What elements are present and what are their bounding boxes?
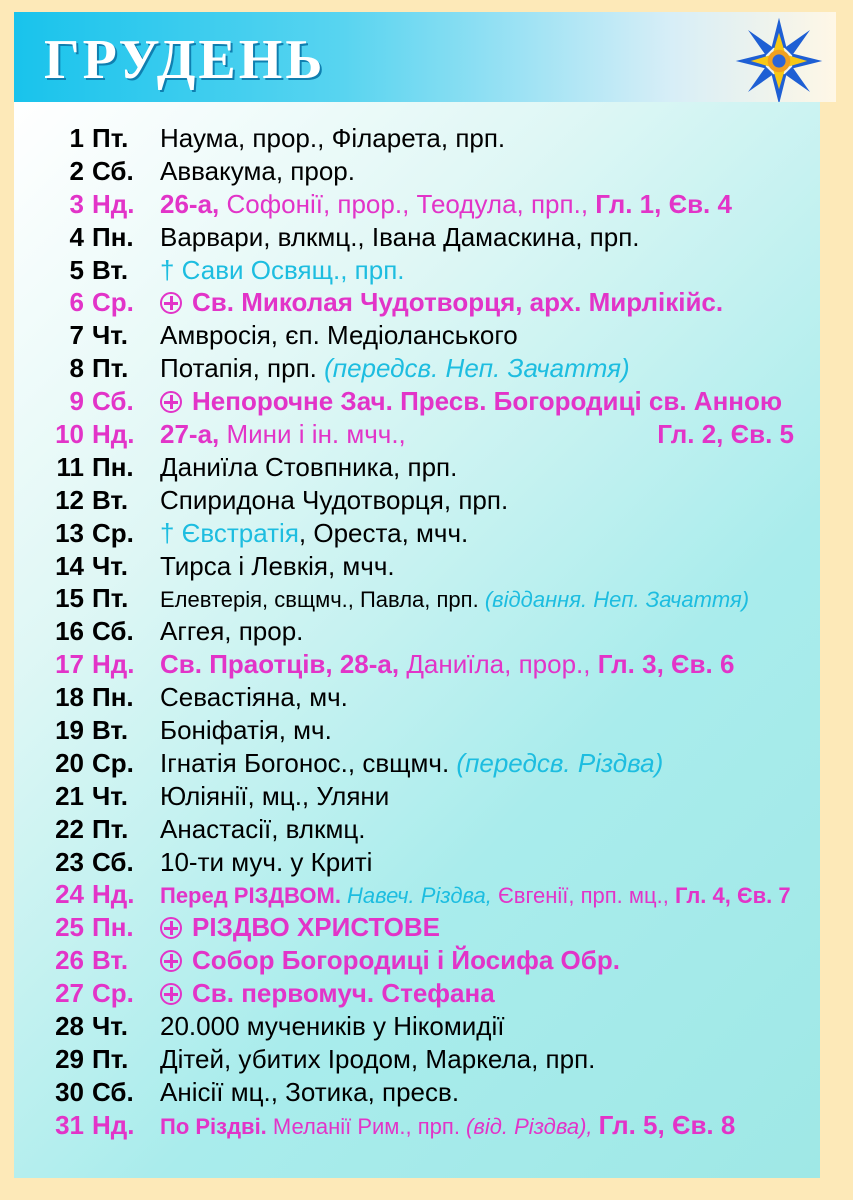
- day-number: 9: [69, 386, 84, 417]
- description-segment: 10-ти муч. у Криті: [160, 846, 373, 877]
- day-description: [160, 977, 800, 1010]
- description-segment: Анастасії, влкмц.: [160, 813, 366, 844]
- day-row: [14, 1043, 820, 1076]
- description-segment: † Євстратія: [160, 517, 299, 548]
- description-segment: Ігнатія Богонос., свщмч.: [160, 747, 457, 778]
- day-row: [14, 286, 820, 319]
- day-row: [14, 977, 820, 1010]
- description-segment: Даниїла Стовпника, прп.: [160, 451, 458, 482]
- day-number: 19: [55, 715, 84, 746]
- day-number: 15: [55, 583, 84, 614]
- day-description: [160, 681, 800, 714]
- day-row: [14, 550, 820, 583]
- day-of-week: Сб.: [92, 846, 134, 877]
- day-description: [160, 155, 800, 188]
- day-number: 12: [55, 484, 84, 515]
- day-description: [160, 517, 800, 550]
- day-row: [14, 582, 820, 615]
- day-row: [14, 780, 820, 813]
- day-description: [160, 1043, 800, 1076]
- description-segment: Севастіяна, мч.: [160, 682, 348, 713]
- day-row: [14, 385, 820, 418]
- day-of-week: Сб.: [92, 1076, 134, 1107]
- day-number: 21: [55, 780, 84, 811]
- day-description: [160, 319, 800, 352]
- day-row: [14, 451, 820, 484]
- day-row: [14, 188, 820, 221]
- description-segment: Елевтерія, свщмч., Павла, прп.: [160, 587, 485, 613]
- day-description: [160, 813, 800, 846]
- description-segment: Спиридона Чудотворця, прп.: [160, 484, 509, 515]
- description-segment: (передсв. Різдва): [456, 747, 664, 778]
- description-segment: (віддання. Неп. Зачаття): [484, 587, 750, 613]
- day-of-week: Пт.: [92, 123, 129, 153]
- day-description: [160, 1010, 800, 1043]
- description-segment: 27-а,: [160, 419, 227, 450]
- day-of-week: Сб.: [92, 616, 134, 647]
- cross-circle-icon: [160, 983, 182, 1005]
- day-description: [160, 582, 800, 617]
- day-number: 13: [55, 517, 84, 548]
- day-of-week: Сб.: [92, 386, 134, 417]
- day-of-week: Вт.: [92, 945, 129, 976]
- day-row: [14, 648, 820, 681]
- description-segment: Св. Миколая Чудотворця, арх. Мирлікійс.: [192, 287, 724, 318]
- cross-circle-icon: [160, 391, 182, 413]
- description-segment: Даниїла, прор.,: [406, 649, 598, 680]
- description-segment: Анісії мц., Зотика, пресв.: [160, 1076, 460, 1107]
- day-of-week: Ср.: [92, 287, 134, 318]
- day-of-week: Пт.: [92, 583, 129, 614]
- description-segment: , Ореста, мчч.: [298, 517, 469, 548]
- day-of-week: Пн.: [92, 221, 134, 252]
- day-of-week: Нд.: [92, 879, 135, 910]
- day-number: 14: [55, 550, 84, 581]
- day-of-week: Нд.: [92, 419, 135, 450]
- description-segment: Гл. 3, Єв. 6: [597, 649, 735, 680]
- day-number: 22: [55, 813, 84, 844]
- day-description: [160, 188, 800, 221]
- day-number: 5: [69, 254, 84, 285]
- day-number: 30: [55, 1076, 84, 1107]
- day-row: [14, 155, 820, 188]
- day-of-week: Пт.: [92, 813, 129, 844]
- day-row: [14, 484, 820, 517]
- day-number: 8: [69, 353, 84, 384]
- day-row: [14, 221, 820, 254]
- day-description: [160, 385, 800, 418]
- day-row: [14, 352, 820, 385]
- description-segment: Аггея, прор.: [160, 616, 304, 647]
- day-of-week: Вт.: [92, 254, 129, 285]
- day-row: [14, 944, 820, 977]
- day-of-week: Вт.: [92, 715, 129, 746]
- description-segment: Св. первомуч. Стефана: [192, 978, 495, 1009]
- day-of-week: Сб.: [92, 155, 134, 186]
- description-segment: Софонії, прор., Теодула, прп.,: [226, 188, 596, 219]
- day-number: 3: [69, 188, 84, 219]
- day-list: [14, 122, 820, 1142]
- day-of-week: Чт.: [92, 1011, 128, 1042]
- month-title: ГРУДЕНЬ: [44, 29, 326, 91]
- day-number: 27: [55, 978, 84, 1009]
- day-of-week: Нд.: [92, 188, 135, 219]
- day-of-week: Пт.: [92, 1043, 129, 1074]
- day-description: [160, 944, 800, 977]
- day-number: 10: [55, 419, 84, 450]
- description-segment: Потапія, прп.: [160, 353, 325, 384]
- description-segment: Св. Праотців, 28-а,: [160, 649, 407, 680]
- day-description: [160, 878, 800, 913]
- description-segment: (передсв. Неп. Зачаття): [324, 353, 630, 384]
- flower-icon: [732, 14, 826, 108]
- description-segment: Собор Богородиці і Йосифа Обр.: [192, 945, 620, 976]
- day-description: [160, 714, 800, 747]
- day-description: [160, 846, 800, 879]
- day-number: 20: [55, 747, 84, 778]
- day-number: 11: [56, 451, 84, 482]
- cross-circle-icon: [160, 917, 182, 939]
- day-number: 25: [55, 912, 84, 943]
- description-segment: (від. Різдва),: [466, 1113, 599, 1139]
- day-number: 28: [55, 1011, 84, 1042]
- description-segment: Євгенії, прп. мц.,: [497, 883, 675, 909]
- tone-gospel: Гл. 2, Єв. 5: [657, 419, 794, 450]
- day-row: [14, 714, 820, 747]
- day-of-week: Пн.: [92, 682, 134, 713]
- description-segment: 26-а,: [160, 188, 227, 219]
- day-of-week: Пт.: [92, 353, 129, 384]
- description-segment: Дітей, убитих Іродом, Маркела, прп.: [160, 1043, 596, 1074]
- day-row: [14, 681, 820, 714]
- description-segment: РІЗДВО ХРИСТОВЕ: [192, 912, 441, 943]
- description-segment: Гл. 1, Єв. 4: [595, 188, 732, 219]
- description-segment: Навеч. Різдва,: [347, 883, 498, 909]
- day-row: [14, 813, 820, 846]
- day-description: [160, 747, 800, 780]
- day-number: 16: [55, 616, 84, 647]
- day-of-week: Нд.: [92, 649, 135, 680]
- day-description: [160, 550, 800, 583]
- day-of-week: Чт.: [92, 780, 128, 811]
- description-segment: 20.000 мучеників у Нікомидії: [160, 1011, 505, 1042]
- day-description: [160, 648, 800, 681]
- description-segment: Меланії Рим., прп.: [272, 1113, 467, 1139]
- day-of-week: Вт.: [92, 484, 129, 515]
- description-segment: Перед РІЗДВОМ.: [160, 883, 348, 909]
- day-number: 4: [69, 221, 84, 252]
- description-segment: † Сави Освящ., прп.: [160, 254, 405, 285]
- day-row: [14, 747, 820, 780]
- day-description: [160, 1076, 800, 1109]
- day-description: [160, 484, 800, 517]
- day-row: [14, 517, 820, 550]
- day-description: [160, 1109, 800, 1144]
- day-number: 31: [55, 1109, 84, 1140]
- cross-circle-icon: [160, 950, 182, 972]
- day-description: [160, 254, 800, 287]
- day-row: [14, 1109, 820, 1142]
- day-number: 17: [55, 649, 84, 680]
- day-number: 1: [69, 123, 84, 153]
- description-segment: Варвари, влкмц., Івана Дамаскина, прп.: [160, 221, 640, 252]
- day-row: [14, 122, 820, 155]
- description-segment: Гл. 4, Єв. 7: [674, 883, 791, 909]
- description-segment: Боніфатія, мч.: [160, 715, 332, 746]
- day-of-week: Ср.: [92, 978, 134, 1009]
- day-number: 6: [69, 287, 84, 318]
- day-description: [160, 780, 800, 813]
- day-row: [14, 911, 820, 944]
- day-row: [14, 846, 820, 879]
- day-description: [160, 286, 800, 319]
- description-segment: Мини і ін. мчч.,: [226, 419, 406, 450]
- day-description: [160, 911, 800, 944]
- description-segment: Тирса і Левкія, мчч.: [160, 550, 395, 581]
- day-row: [14, 1010, 820, 1043]
- day-description: [160, 122, 800, 155]
- day-of-week: Нд.: [92, 1109, 135, 1140]
- day-row: [14, 878, 820, 911]
- cross-circle-icon: [160, 292, 182, 314]
- day-number: 26: [55, 945, 84, 976]
- day-description: [160, 221, 800, 254]
- description-segment: Непорочне Зач. Пресв. Богородиці св. Анною: [192, 386, 783, 417]
- day-of-week: Ср.: [92, 517, 134, 548]
- description-segment: По Різдві.: [160, 1113, 273, 1139]
- day-of-week: Чт.: [92, 550, 128, 581]
- day-description: [160, 352, 800, 385]
- month-header: [14, 12, 836, 102]
- day-row: [14, 418, 820, 451]
- day-number: 24: [55, 879, 84, 910]
- day-number: 7: [69, 320, 84, 351]
- description-segment: Юліянії, мц., Уляни: [160, 780, 390, 811]
- day-number: 29: [55, 1043, 84, 1074]
- description-segment: Наума, прор., Філарета, прп.: [160, 123, 506, 153]
- day-row: [14, 615, 820, 648]
- day-row: [14, 319, 820, 352]
- day-number: 23: [55, 846, 84, 877]
- day-of-week: Ср.: [92, 747, 134, 778]
- day-number: 2: [69, 155, 84, 186]
- day-description: [160, 451, 800, 484]
- day-description: [160, 615, 800, 648]
- day-row: [14, 1076, 820, 1109]
- description-segment: Амвросія, єп. Медіоланського: [160, 320, 518, 351]
- day-of-week: Пн.: [92, 451, 134, 482]
- day-of-week: Чт.: [92, 320, 128, 351]
- calendar-panel: [14, 102, 820, 1178]
- day-of-week: Пн.: [92, 912, 134, 943]
- description-segment: Аввакума, прор.: [160, 155, 355, 186]
- day-row: [14, 254, 820, 287]
- description-segment: Гл. 5, Єв. 8: [598, 1109, 736, 1140]
- day-number: 18: [55, 682, 84, 713]
